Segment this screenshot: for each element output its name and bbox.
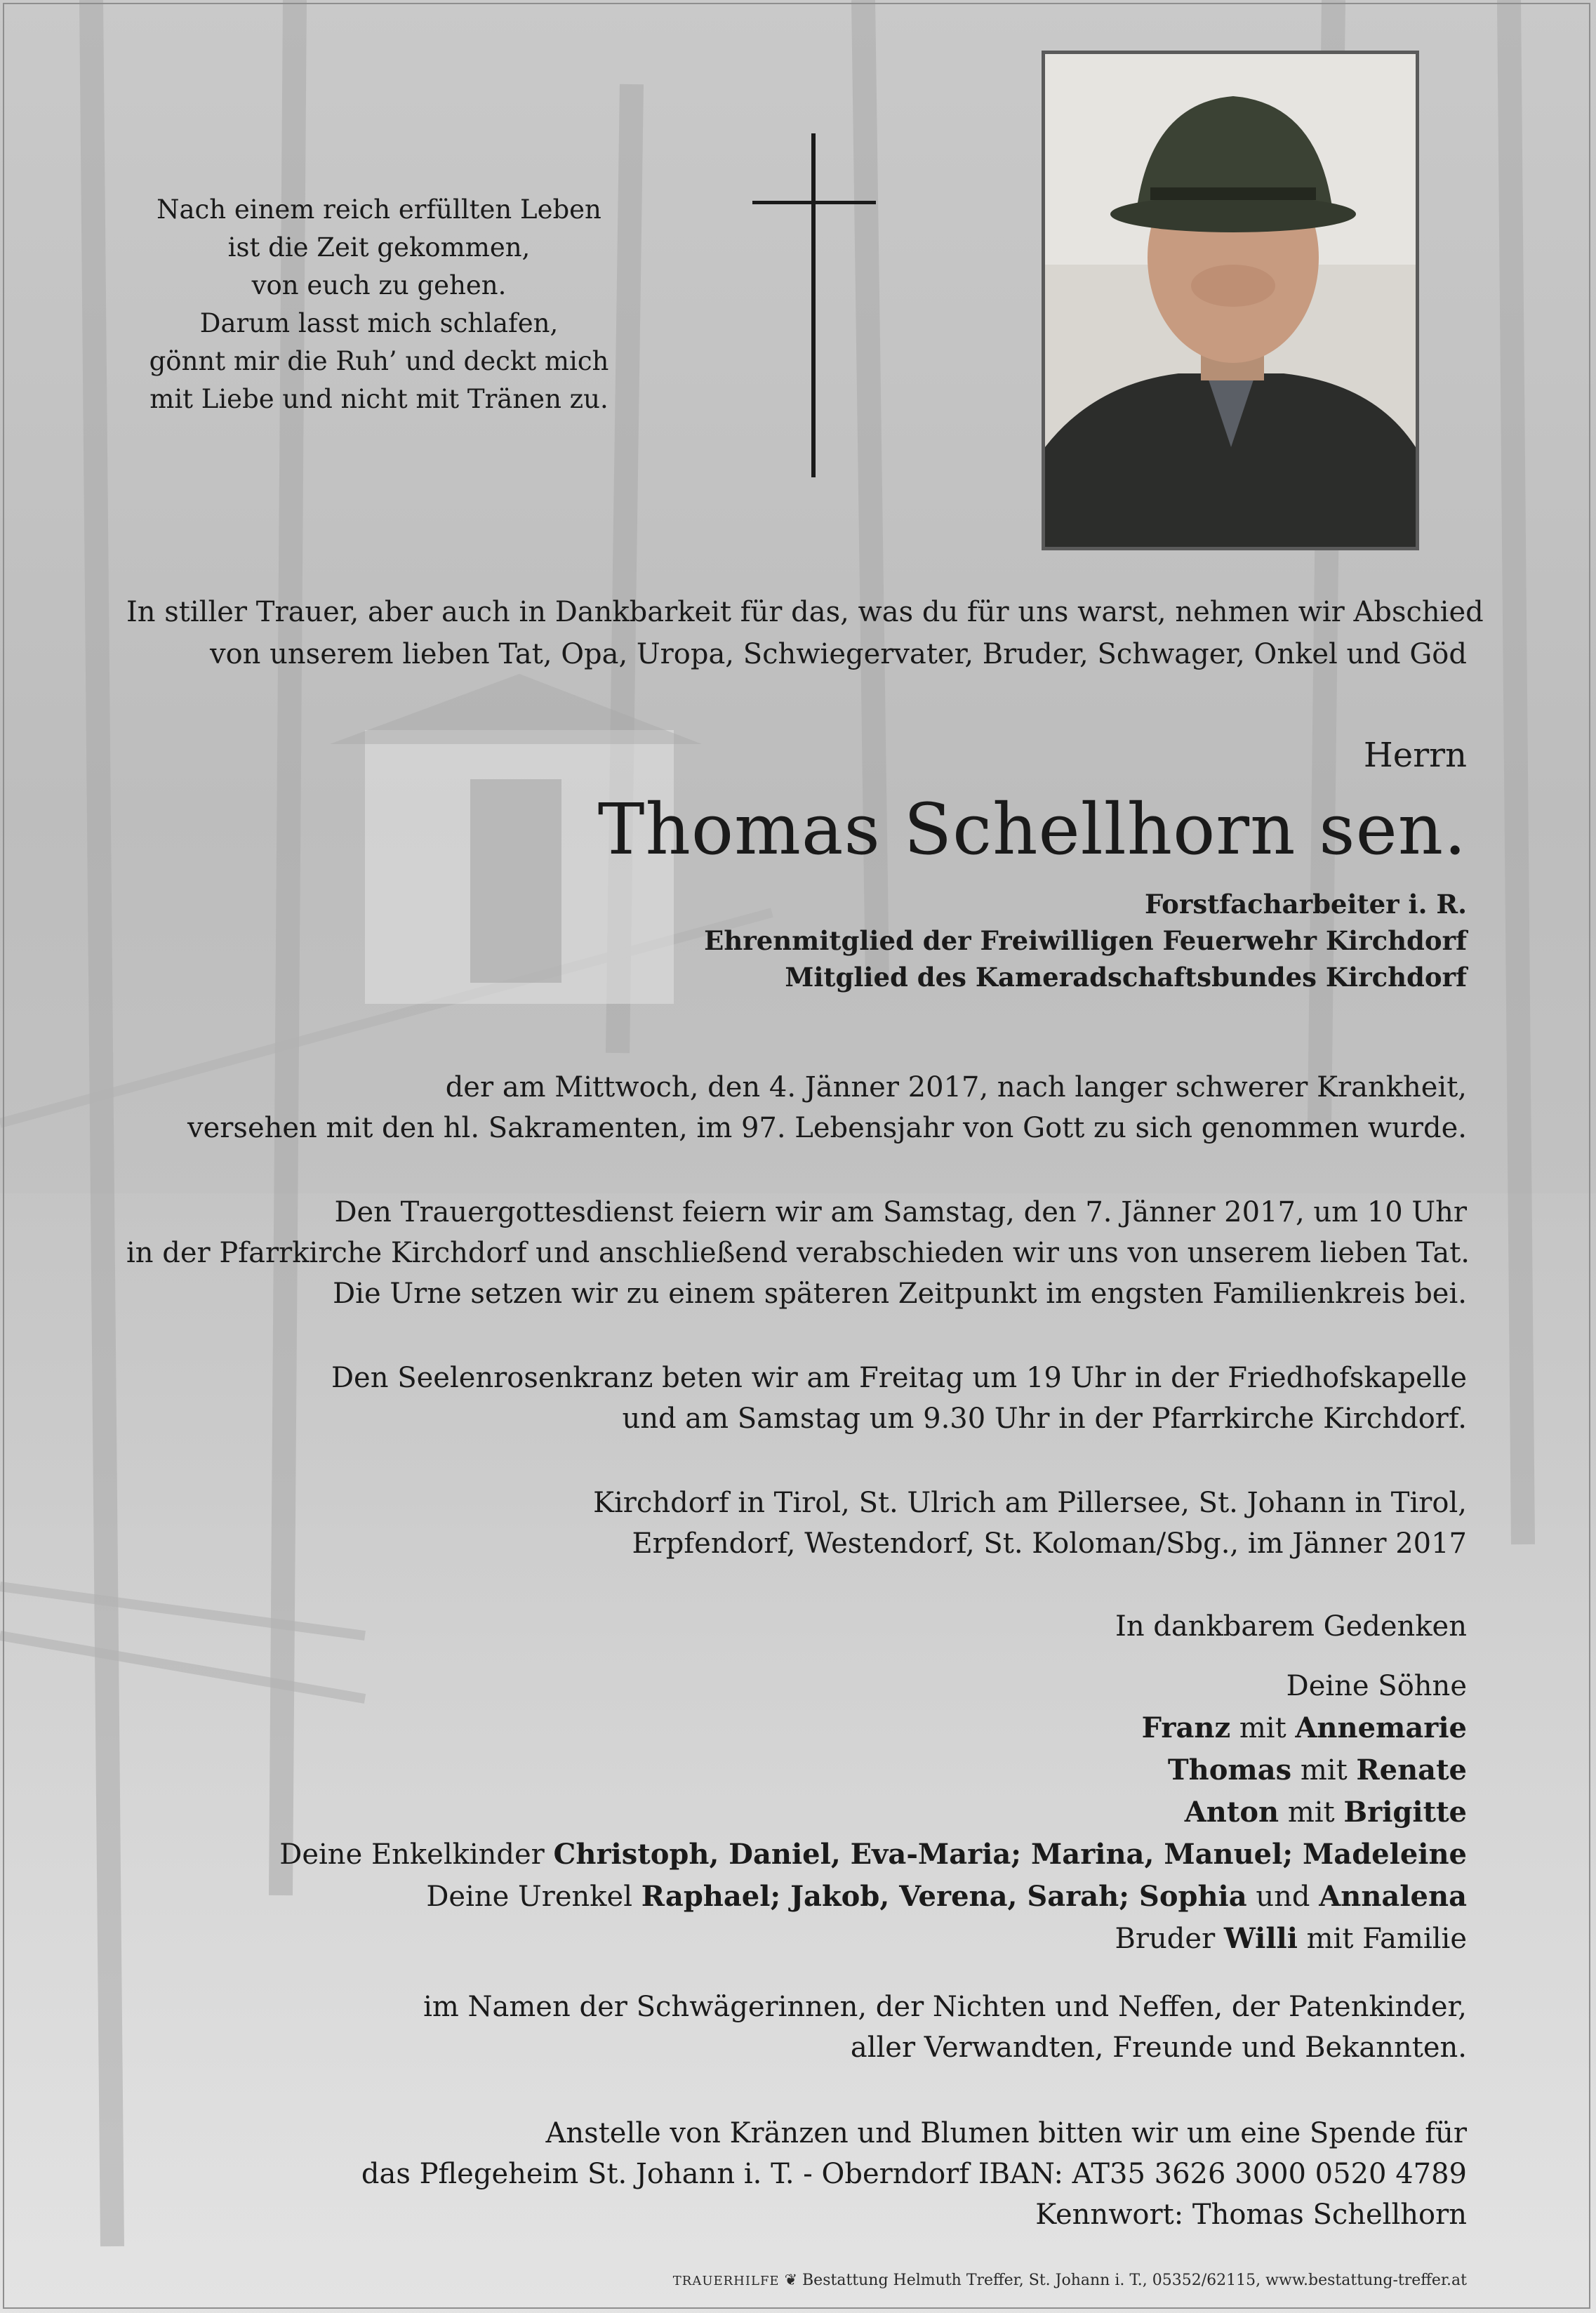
poem-line: gönnt mir die Ruh’ und deckt mich [149, 346, 609, 376]
partner-name: Brigitte [1343, 1796, 1467, 1829]
donation-line: Anstelle von Kränzen und Blumen bitten wir um eine Spende für [545, 2117, 1467, 2149]
death-notice [126, 1067, 1467, 1148]
intro-line: von unserem lieben Tat, Opa, Uropa, Schwiegervater, Bruder, Schwager, Onkel und Göd [210, 638, 1467, 670]
places-line: Erpfendorf, Westendorf, St. Koloman/Sbg., im Jänner 2017 [632, 1527, 1467, 1560]
connector: mit [1291, 1754, 1357, 1787]
portrait-photo [1042, 51, 1419, 550]
poem-line: mit Liebe und nicht mit Tränen zu. [149, 384, 609, 414]
grandchildren-label: Deine Enkelkinder [279, 1838, 554, 1871]
brother-label: Bruder [1115, 1923, 1224, 1955]
son-entry [126, 1707, 1467, 1749]
connector: und [1246, 1881, 1319, 1913]
footer-brand: TRAUERHILFE [672, 2274, 780, 2288]
funeral-info [126, 1192, 1470, 1314]
deceased-name: Thomas Schellhorn sen. [597, 788, 1467, 870]
rosary-info [126, 1358, 1467, 1439]
places-line: Kirchdorf in Tirol, St. Ulrich am Pillersee, St. Johann in Tirol, [593, 1487, 1467, 1519]
partner-name: Renate [1356, 1754, 1467, 1787]
son-entry [126, 1791, 1467, 1834]
behalf-line: im Namen der Schwägerinnen, der Nichten und Neffen, der Patenkinder, [423, 1991, 1467, 2023]
great-grandchildren-names: Raphael; Jakob, Verena, Sarah; Sophia [641, 1880, 1247, 1913]
title-line: Forstfacharbeiter i. R. [1144, 889, 1467, 920]
grandchildren-entry [126, 1834, 1467, 1876]
connector: mit [1230, 1712, 1296, 1744]
brother-suffix: mit Familie [1297, 1923, 1467, 1955]
death-line: versehen mit den hl. Sakramenten, im 97. Lebensjahr von Gott zu sich genommen wurde. [187, 1112, 1467, 1144]
great-grandchildren-label: Deine Urenkel [426, 1881, 641, 1913]
deceased-titles [561, 886, 1467, 995]
great-grandchildren-entry [126, 1876, 1467, 1918]
poem-verse [126, 191, 632, 418]
title-line: Mitglied des Kameradschaftsbundes Kirchdorf [785, 962, 1467, 993]
intro-line: In stiller Trauer, aber auch in Dankbarkeit für das, was du für uns warst, nehmen wir Abschied [126, 596, 1484, 628]
son-name: Franz [1141, 1711, 1231, 1744]
rosary-line: Den Seelenrosenkranz beten wir am Freitag um 19 Uhr in der Friedhofskapelle [331, 1362, 1467, 1394]
funeral-home-footer [421, 2270, 1467, 2292]
places-date [126, 1483, 1467, 1564]
son-entry [126, 1749, 1467, 1791]
donation-line: das Pflegeheim St. Johann i. T. - Oberndorf IBAN: AT35 3626 3000 0520 4789 [361, 2158, 1467, 2190]
title-line: Ehrenmitglied der Freiwilligen Feuerwehr Kirchdorf [704, 925, 1467, 956]
brother-entry [126, 1918, 1467, 1960]
poem-line: Darum lasst mich schlafen, [199, 308, 559, 338]
partner-name: Annemarie [1295, 1711, 1467, 1744]
cross-icon [752, 133, 876, 477]
behalf-line: aller Verwandten, Freunde und Bekannten. [850, 2032, 1467, 2064]
gedenken-heading: In dankbarem Gedenken [1115, 1610, 1467, 1643]
great-grandchild-last: Annalena [1319, 1880, 1467, 1913]
footer-logo-icon: ❦ [784, 2272, 798, 2289]
funeral-line: Den Trauergottesdienst feiern wir am Samstag, den 7. Jänner 2017, um 10 Uhr [334, 1196, 1467, 1228]
funeral-line: in der Pfarrkirche Kirchdorf und anschließend verabschieden wir uns von unserem lieben Tat. [126, 1237, 1470, 1269]
footer-text: Bestattung Helmuth Treffer, St. Johann i. T., 05352/62115, www.bestattung-treffer.at [802, 2272, 1467, 2289]
death-line: der am Mittwoch, den 4. Jänner 2017, nach langer schwerer Krankheit, [445, 1071, 1467, 1104]
grandchildren-names: Christoph, Daniel, Eva-Maria; Marina, Manuel; Madeleine [553, 1838, 1467, 1871]
rosary-line: und am Samstag um 9.30 Uhr in der Pfarrkirche Kirchdorf. [622, 1403, 1467, 1435]
poem-line: von euch zu gehen. [251, 270, 507, 300]
poem-line: ist die Zeit gekommen, [227, 232, 531, 263]
son-name: Thomas [1167, 1754, 1292, 1787]
family-list [126, 1665, 1467, 1960]
donation-line: Kennwort: Thomas Schellhorn [1035, 2199, 1467, 2231]
poem-line: Nach einem reich erfüllten Leben [157, 194, 601, 225]
brother-name: Willi [1223, 1922, 1298, 1955]
funeral-line: Die Urne setzen wir zu einem späteren Zeitpunkt im engsten Familienkreis bei. [333, 1278, 1467, 1310]
son-name: Anton [1184, 1796, 1279, 1829]
intro-text [126, 591, 1484, 675]
sons-label: Deine Söhne [1286, 1670, 1467, 1702]
on-behalf-text [126, 1987, 1467, 2068]
salutation: Herrn [1363, 736, 1467, 775]
donation-request [126, 2113, 1467, 2235]
connector: mit [1279, 1796, 1344, 1829]
